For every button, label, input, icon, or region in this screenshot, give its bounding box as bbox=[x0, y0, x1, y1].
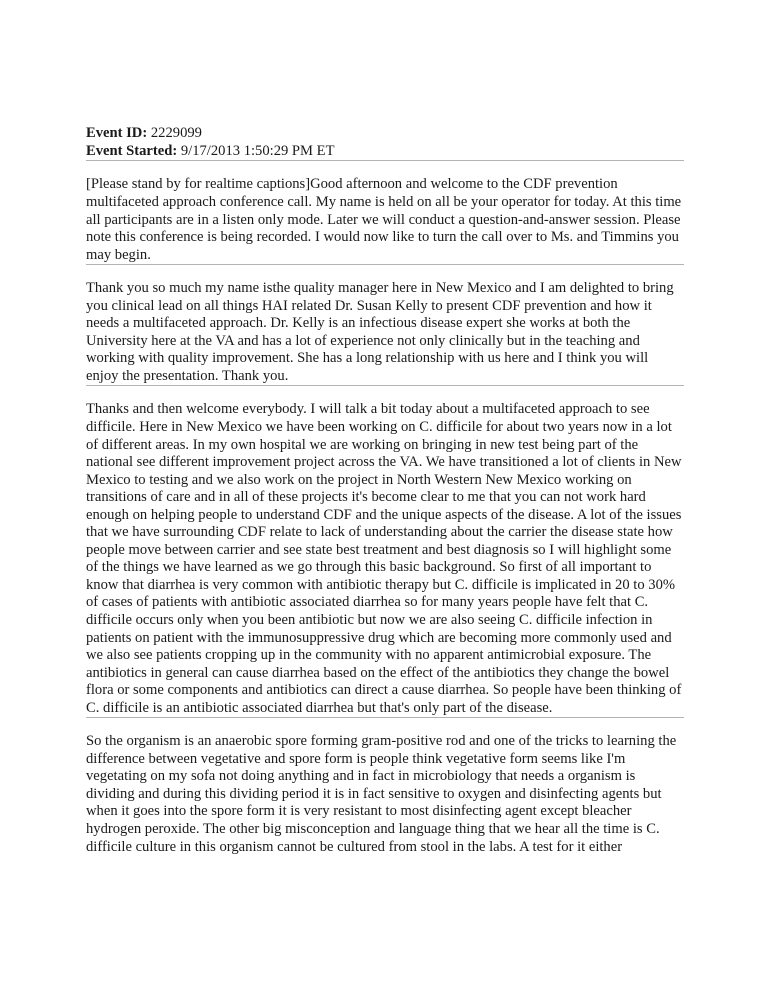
divider-after-operator-intro bbox=[86, 264, 684, 265]
transcript-paragraph-organism-description: So the organism is an anaerobic spore forming gram-positive rod and one of the tricks to learning the difference between vegetative and spore form is people think vegetative form seems like I'm vegetating on my sofa not doing anything and in fact in microbiology that needs a organism is dividing and during this dividing period it is in fact sensitive to oxygen and disinfecting agents but when it goes into the spore form it is very resistant to most disinfecting agent except bleacher hydrogen peroxide. The other big misconception and language thing that we hear all the time is C. difficile culture in this organism cannot be cultured from stool in the labs. A test for it either bbox=[86, 733, 677, 855]
event-id-line bbox=[86, 124, 684, 142]
event-started-value: 9/17/2013 1:50:29 PM ET bbox=[180, 143, 335, 160]
event-started-label: Event Started: bbox=[86, 143, 178, 160]
transcript-paragraph-operator-intro: [Please stand by for realtime captions]Good afternoon and welcome to the CDF prevention multifaceted approach conference call. My name is held on all be your operator for today. At this time all participants are in a listen only mode. Later we will conduct a question-and-answer session. Please note this conference is being recorded. I would now like to turn the call over to Ms. and Timmins you may begin. bbox=[86, 176, 682, 263]
event-metadata bbox=[86, 124, 684, 160]
document-body bbox=[86, 124, 684, 856]
event-id-value: 2229099 bbox=[150, 125, 202, 141]
event-started-line bbox=[86, 142, 684, 160]
transcript-paragraph-host-introduction: Thank you so much my name isthe quality manager here in New Mexico and I am delighted to bring you clinical lead on all things HAI related Dr. Susan Kelly to present CDF prevention and how it needs a multifaceted approach. Dr. Kelly is an infectious disease expert she works at both the University here at the VA and has a lot of experience not only clinically but in the teaching and working with quality improvement. She has a long relationship with us here and I think you will enjoy the presentation. Thank you. bbox=[86, 280, 674, 384]
divider-after-speaker-background bbox=[86, 717, 684, 718]
divider-after-host-introduction bbox=[86, 385, 684, 386]
event-id-label: Event ID: bbox=[86, 125, 148, 141]
transcript-paragraph-speaker-background: Thanks and then welcome everybody. I will talk a bit today about a multifaceted approach to see difficile. Here in New Mexico we have been working on C. difficile for about two years now in a lot of different areas. In my own hospital we are working on bringing in new test being part of the national see different improvement project across the VA. We have transitioned a lot of clients in New Mexico to testing and we also work on the project in North Western New Mexico working on transitions of care and in all of these projects it's become clear to me that you can not work hard enough on helping people to understand CDF and the unique aspects of the disease. A lot of the issues that we have surrounding CDF relate to lack of understanding about the carrier the disease state how people move between carrier and see state best treatment and best diagnosis so I will highlight some of the things we have learned as we go through this basic background. So first of all important to know that diarrhea is very common with antibiotic therapy but C. difficile is implicated in 20 to 30% of cases of patients with antibiotic associated diarrhea so for many years people have felt that C. difficile occurs only when you been antibiotic but now we are also seeing C. difficile infection in patients on patient with the immunosuppressive drug which are becoming more commonly used and we also see patients cropping up in the community with no apparent antimicrobial exposure. The antibiotics in general can cause diarrhea based on the effect of the antibiotics they change the bowel flora or some components and antibiotics can direct a cause diarrhea. So people have been thinking of C. difficile is an antibiotic associated diarrhea but that's only part of the disease. bbox=[86, 401, 682, 716]
divider-after-metadata bbox=[86, 160, 684, 161]
